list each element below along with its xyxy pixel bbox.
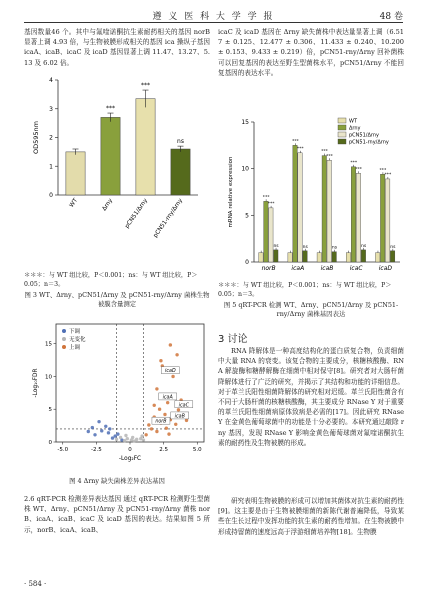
significance-label: *** <box>350 160 358 166</box>
volume-label: 48 卷 <box>379 12 403 22</box>
data-point <box>93 433 96 436</box>
significance-label: ns <box>390 244 396 250</box>
y-tick-label: 0 <box>48 440 52 446</box>
x-axis-label: -Log₂FC <box>118 456 142 462</box>
data-point <box>165 427 168 430</box>
bar <box>274 250 278 262</box>
x-tick-label: pCN51-rny/Δrny <box>152 197 185 240</box>
left-paragraph-top: 基因数量46 个。其中与氟喹诺酮抗生素耐药相关的基因 norB 显著上调 4.93 倍，与生物被膜形成相关的基因 ica 操纵子基因 icaA、icaB、icaC 及 icaD 基因显著上调 11.47、13.27、5.13 及 6.02 倍。 <box>24 28 210 67</box>
data-point <box>167 432 170 435</box>
bar <box>356 173 360 262</box>
y-tick-label: 0 <box>49 192 53 199</box>
bar <box>361 250 365 262</box>
bar <box>269 208 273 262</box>
y-tick-label: 5 <box>48 407 52 414</box>
bar <box>298 153 302 262</box>
figure-5-grouped-bar-chart <box>220 112 408 290</box>
x-tick-label: 5.0 <box>192 447 202 453</box>
legend-label: Δrny <box>349 125 361 132</box>
bar <box>322 156 326 262</box>
data-point <box>124 434 127 437</box>
y-axis-label: -Log₁₀FDR <box>33 368 39 398</box>
data-point <box>108 427 111 430</box>
discussion-paragraph-1: RNA 降解体是一种高度结构化的蛋白质复合物，负责细菌中大量 RNA 的衰变。该复合物的主要成分，核糖核酸酶、RNA 解旋酶和糖酵解酶在细菌中相对保守[8]。研究者对大肠杆菌降解体进行了广泛的研究，并揭示了其结构和功能的详细信息。对于革兰氏阳性细菌降解体的研究相对迟缓。革兰氏阳性菌含有不同于大肠杆菌的核糖核酸酶，其主要成分 RNase Y 对于重要的革兰氏阳性细菌病原体致病是必需的[17]。因此研究 RNase Y 在金黄色葡萄球菌中的功能是十分必要的。本研究通过敲除 rny 基因，发现 RNase Y 影响金黄色葡萄球菌对氟喹诺酮抗生素的耐药性及生物被膜的形成。 <box>218 347 404 447</box>
significance-label: ns <box>361 243 367 249</box>
gene-label: norB <box>155 419 167 425</box>
gene-label: icaD <box>165 369 176 375</box>
x-tick-label: icaA <box>291 265 305 272</box>
data-point <box>159 359 162 362</box>
bar <box>380 174 384 262</box>
data-point <box>153 404 156 407</box>
legend-label: 无变化 <box>69 337 86 343</box>
significance-label: *** <box>379 168 387 174</box>
legend-swatch <box>338 139 346 144</box>
y-tick-label: 5 <box>245 212 249 220</box>
figure-3-note: ＊＊＊：与 WT 组比较，P＜0.001；ns：与 WT 组比较，P＞0.05；n＝3。 <box>24 272 198 288</box>
bar <box>171 149 190 195</box>
data-point <box>150 427 153 430</box>
bar <box>317 253 321 262</box>
data-point <box>97 420 100 423</box>
significance-label: ns <box>273 243 279 249</box>
legend-label: pCN51-rny/Δrny <box>349 139 389 146</box>
data-point <box>126 437 129 440</box>
data-point <box>135 438 138 441</box>
gene-label: icaC <box>178 403 189 409</box>
significance-label: *** <box>262 195 270 201</box>
bar <box>288 253 292 262</box>
x-tick-label: 2.5 <box>159 447 169 453</box>
figure-4-caption: 图 4 Δrny 缺失菌株差异表达基因 <box>69 477 165 485</box>
x-tick-label: icaC <box>349 265 363 272</box>
section-heading-discussion: 3 讨论 <box>218 334 248 345</box>
legend-label: pCN51/Δrny <box>349 132 379 139</box>
bar <box>385 179 389 262</box>
legend-swatch <box>338 132 346 137</box>
figure-3-bar-chart <box>28 70 210 270</box>
significance-label: *** <box>141 82 150 90</box>
bar <box>351 167 355 262</box>
legend-swatch <box>338 125 346 130</box>
significance-label: *** <box>321 149 328 155</box>
bar <box>375 253 379 262</box>
bar <box>303 251 307 262</box>
significance-label: *** <box>355 167 363 173</box>
significance-label: ns <box>177 138 184 146</box>
significance-label: *** <box>384 172 392 178</box>
y-axis-label: mRNA relative expression <box>228 156 234 228</box>
bar <box>136 99 155 195</box>
left-paragraph-bottom: 2.6 qRT-PCR 检测差异表达基因 通过 qRT-PCR 检测野生型菌株 WT、Δrny、pCN51/Δrny 及 pCN51-rny/Δrny 菌株 norB、icaA、icaB、icaC 及 icaD 基因的表达。结果如图 5 所示，norB、icaA、icaB、 <box>24 495 210 534</box>
data-point <box>144 433 147 436</box>
bar <box>332 252 336 262</box>
legend-swatch <box>338 118 346 123</box>
page-number: · 584 · <box>24 580 47 588</box>
y-tick-label: 10 <box>241 165 249 173</box>
data-point <box>175 353 178 356</box>
data-point <box>100 429 103 432</box>
data-point <box>147 423 150 426</box>
bar <box>264 201 268 262</box>
bar <box>327 160 331 262</box>
data-point <box>155 387 158 390</box>
x-tick-label: WT <box>68 197 80 209</box>
gene-label: icaB <box>174 414 185 420</box>
x-tick-label: 0 <box>128 447 132 453</box>
y-tick-label: 2 <box>49 134 53 142</box>
right-paragraph-top: icaC 及 icaD 基因在 Δrny 缺失菌株中表达量显著上调（6.517 ± 0.125、12.477 ± 0.306、11.433 ± 0.240、10.200 ± 0.153、9.433 ± 0.219）倍，pCN51-rny/Δrny 回补菌株可以回复基因的表达至野生型菌株水平，pCN51/Δrny 不能回复基因的表达水平。 <box>218 28 404 77</box>
discussion-paragraph-2: 研究表明生物被膜的形成可以增加其菌体对抗生素的耐药性[9]。这主要是由于生物被膜细菌的新陈代谢普遍降低，导致某些在生长过程中发挥功能的抗生素的耐药性增加。在生物被膜中形成持留菌的速度远高于浮游细菌培养物[18]。生物膜 <box>218 497 404 536</box>
legend-marker <box>62 329 66 333</box>
data-point <box>177 408 180 411</box>
x-tick-label: -5.0 <box>57 447 69 453</box>
legend-label: 下调 <box>69 329 81 335</box>
data-point <box>163 413 166 416</box>
figure-5-caption: 图 5 qRT-PCR 检测 WT、Δrny、pCN51/Δrny 及 pCN51-rny/Δrny 菌株基因表达 <box>223 301 399 318</box>
significance-label: *** <box>296 146 304 152</box>
x-tick-label: -2.5 <box>90 447 102 453</box>
legend-marker <box>62 345 66 349</box>
y-tick-label: 15 <box>241 119 249 126</box>
data-point <box>169 343 172 346</box>
bar <box>346 253 350 262</box>
data-point <box>119 436 122 439</box>
x-tick-label: icaB <box>320 265 334 272</box>
legend-label: WT <box>349 118 357 125</box>
data-point <box>155 430 158 433</box>
data-point <box>116 432 119 435</box>
data-point <box>115 438 118 441</box>
journal-title: 遵 义 医 科 大 学 学 报 <box>152 12 275 22</box>
data-point <box>131 436 134 439</box>
bar <box>293 145 297 262</box>
data-point <box>158 408 161 411</box>
y-tick-label: 1 <box>49 163 53 171</box>
data-point <box>111 436 114 439</box>
data-point <box>91 426 94 429</box>
bar <box>390 251 394 262</box>
data-point <box>107 431 110 434</box>
y-axis-label: OD595nm <box>32 121 40 154</box>
figure-4-volcano-plot <box>28 318 210 474</box>
significance-label: *** <box>326 154 333 160</box>
legend-marker <box>62 337 66 341</box>
x-tick-label: pCN51/Δrny <box>124 197 150 230</box>
data-point <box>87 430 90 433</box>
x-tick-label: icaD <box>378 265 393 272</box>
y-tick-label: 3 <box>49 105 53 113</box>
significance-label: *** <box>106 105 115 113</box>
y-tick-label: 4 <box>49 77 53 84</box>
legend-label: 上调 <box>69 345 81 351</box>
bar <box>101 117 120 195</box>
data-point <box>140 434 143 437</box>
data-point <box>166 401 169 404</box>
data-point <box>185 419 188 422</box>
significance-label: *** <box>291 139 299 145</box>
y-tick-label: 10 <box>45 374 52 381</box>
figure-3-caption: 图 3 WT、Δrny、pCN51/Δrny 及 pCN51-rny/Δrny 菌株生物被膜含量测定 <box>24 291 210 308</box>
y-tick-label: 15 <box>45 341 52 348</box>
running-header <box>24 8 403 23</box>
significance-label: ns <box>302 244 308 250</box>
data-point <box>142 438 145 441</box>
y-tick-label: 0 <box>245 259 249 266</box>
bar <box>66 152 85 195</box>
x-tick-label: norB <box>261 265 276 272</box>
data-point <box>174 423 177 426</box>
figure-5-note: ＊＊＊：与 WT 组比较，P＜0.001；ns：与 WT 组比较，P＞0.05；n＝3。 <box>218 282 392 298</box>
x-tick-label: Δrny <box>101 197 115 213</box>
data-point <box>104 425 107 428</box>
data-point <box>171 375 174 378</box>
gene-label: icaA <box>162 395 173 401</box>
significance-label: ns <box>331 245 338 251</box>
significance-label: *** <box>267 201 275 207</box>
bar <box>259 253 263 262</box>
